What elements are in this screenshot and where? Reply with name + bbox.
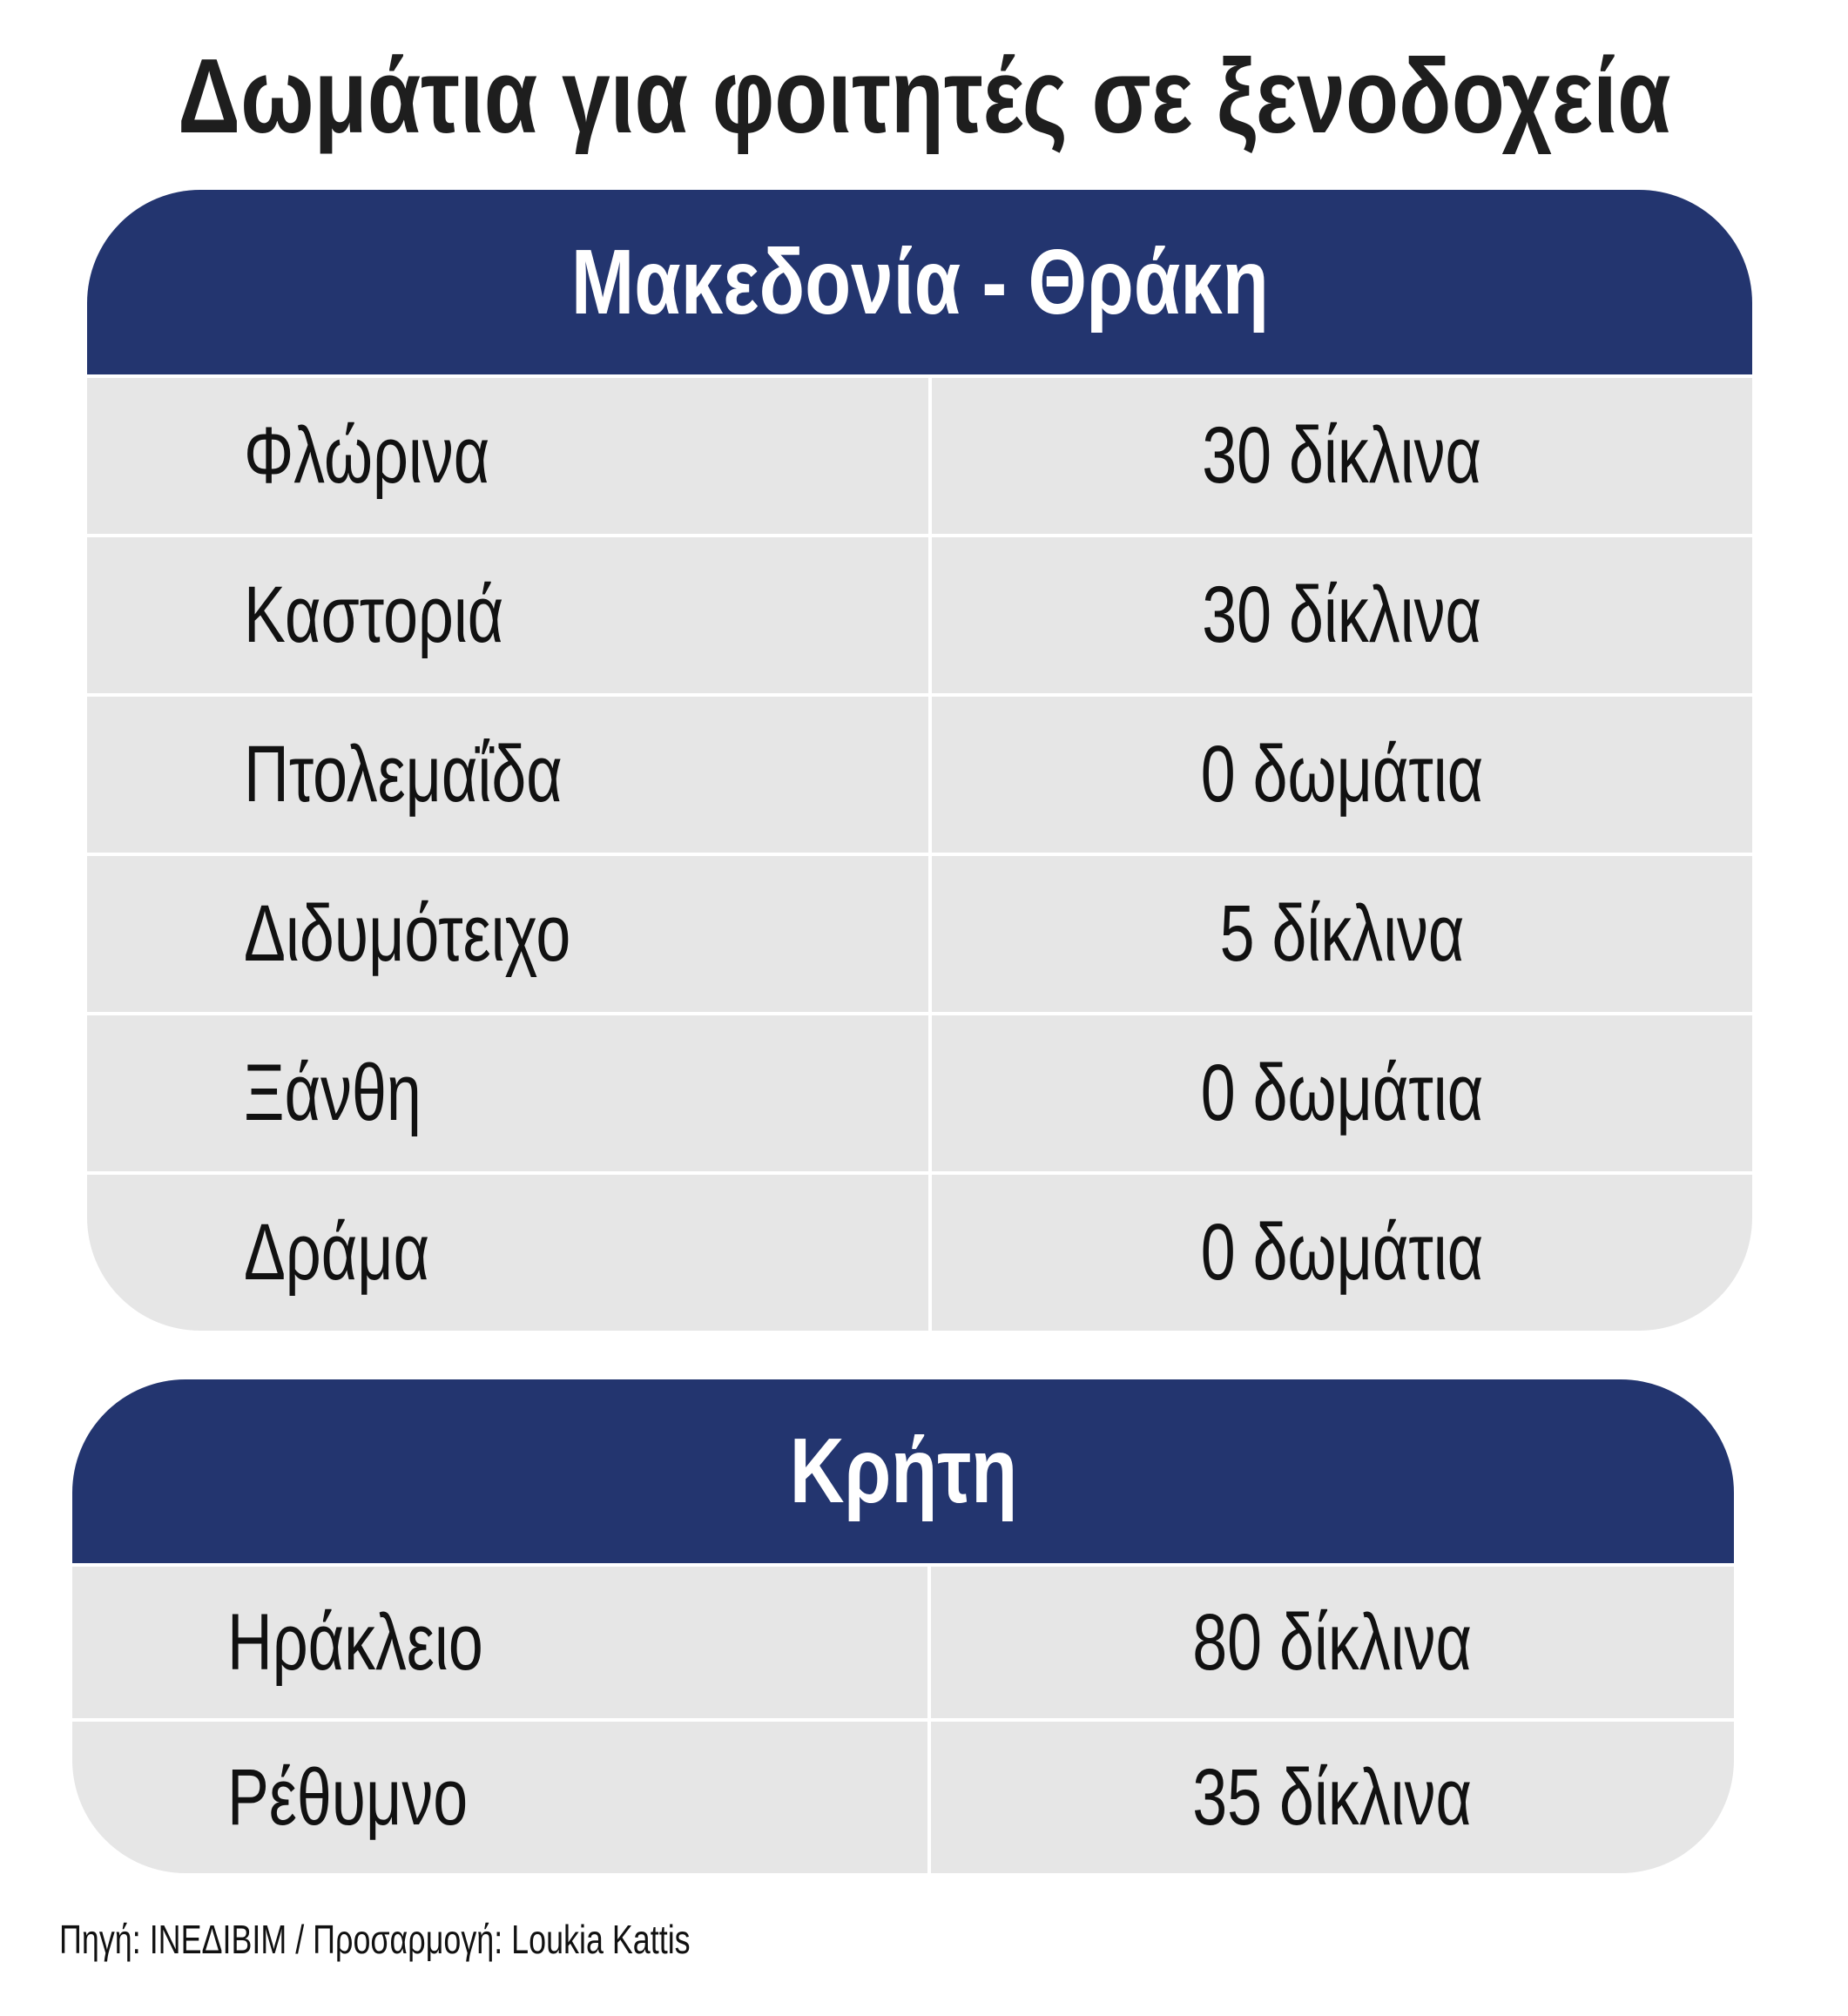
table-row [72, 1567, 1734, 1718]
value-cell: 30 δίκλινα [932, 537, 1752, 693]
table-macedonia-thrace [87, 190, 1752, 1331]
value-cell: 0 δωμάτια [932, 1015, 1752, 1171]
table-row [87, 1175, 1752, 1331]
place-cell: Καστοριά [87, 537, 928, 693]
place-cell: Ρέθυμνο [72, 1722, 927, 1873]
table-row [87, 856, 1752, 1012]
value-cell: 5 δίκλινα [932, 856, 1752, 1012]
table-header: Μακεδονία - Θράκη [87, 190, 1752, 374]
place-cell: Πτολεμαΐδα [87, 697, 928, 853]
table-row [87, 1015, 1752, 1171]
value-cell: 30 δίκλινα [932, 378, 1752, 534]
value-cell: 0 δωμάτια [932, 1175, 1752, 1331]
place-cell: Ξάνθη [87, 1015, 928, 1171]
place-cell: Ηράκλειο [72, 1567, 927, 1718]
value-cell: 35 δίκλινα [931, 1722, 1734, 1873]
table-row [87, 697, 1752, 853]
page-title: Δωμάτια για φοιτητές σε ξενοδοχεία [177, 37, 1671, 155]
table-crete [72, 1379, 1734, 1873]
place-cell: Διδυμότειχο [87, 856, 928, 1012]
table-row [87, 537, 1752, 693]
table-header: Κρήτη [72, 1379, 1734, 1563]
place-cell: Δράμα [87, 1175, 928, 1331]
table-row [87, 378, 1752, 534]
place-cell: Φλώρινα [87, 378, 928, 534]
value-cell: 0 δωμάτια [932, 697, 1752, 853]
source-note: Πηγή: ΙΝΕΔΙΒΙΜ / Προσαρμογή: Loukia Kattis [59, 1917, 691, 1962]
value-cell: 80 δίκλινα [931, 1567, 1734, 1718]
table-row [72, 1722, 1734, 1873]
